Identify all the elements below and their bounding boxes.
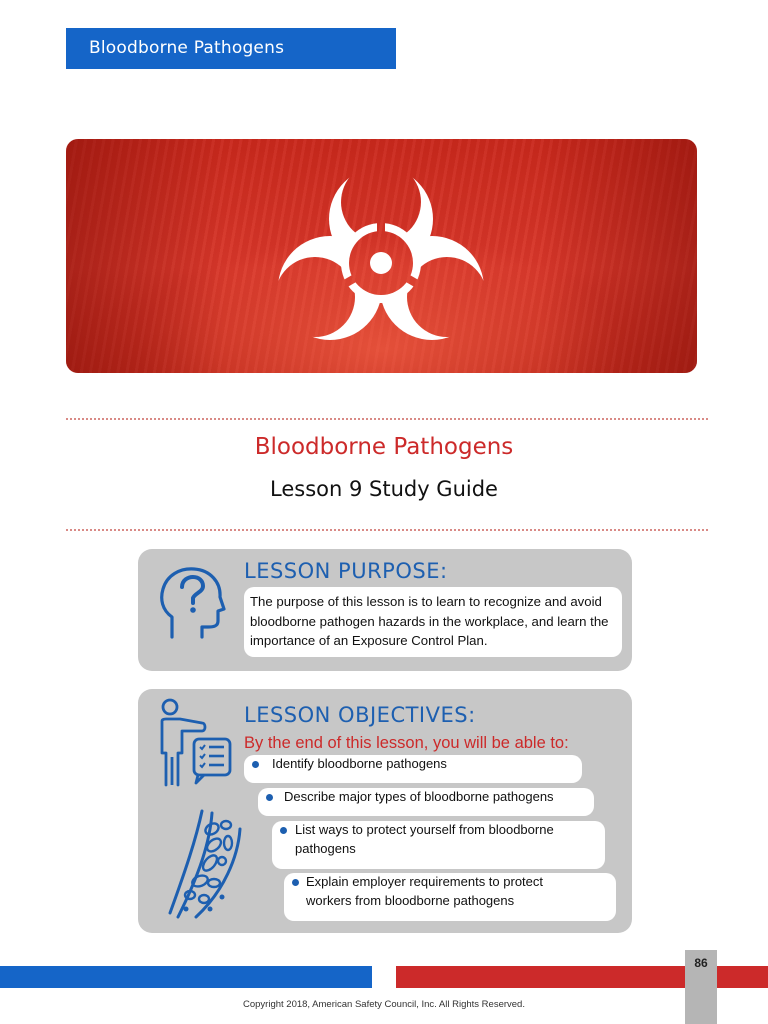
- blood-vessel-icon: [166, 809, 246, 919]
- objective-text: Identify bloodborne pathogens: [272, 756, 447, 771]
- objective-item: [244, 755, 582, 783]
- course-title: Bloodborne Pathogens: [254, 434, 514, 460]
- lesson-objectives-intro: By the end of this lesson, you will be able to:: [244, 734, 569, 752]
- lesson-purpose-heading: LESSON PURPOSE:: [244, 559, 448, 583]
- objective-item: [272, 821, 605, 869]
- objective-text: List ways to protect yourself from bloodborne pathogens: [295, 822, 554, 856]
- lesson-purpose-text: The purpose of this lesson is to learn to recognize and avoid bloodborne pathogen hazards in the workplace, and learn the importance of an Exposure Control Plan.: [244, 587, 622, 657]
- header-tab: Bloodborne Pathogens: [66, 28, 396, 69]
- presenter-checklist-icon: [152, 697, 234, 791]
- lesson-objectives-panel: [138, 689, 632, 933]
- copyright-text: Copyright 2018, American Safety Council, Inc. All Rights Reserved.: [243, 999, 525, 1010]
- lesson-purpose-panel: [138, 549, 632, 671]
- objective-item: [258, 788, 594, 816]
- bullet-dot-icon: [252, 761, 259, 768]
- divider-bottom: [66, 529, 708, 531]
- head-question-icon: [158, 565, 226, 641]
- biohazard-icon: [278, 157, 484, 357]
- bullet-dot-icon: [266, 794, 273, 801]
- lesson-objectives-heading: LESSON OBJECTIVES:: [244, 703, 476, 727]
- page-number: 86: [685, 950, 717, 1024]
- objective-text: Describe major types of bloodborne pathogens: [284, 789, 554, 804]
- lesson-title: Lesson 9 Study Guide: [270, 477, 498, 501]
- footer-bar-blue: [0, 966, 372, 988]
- objective-item: [284, 873, 616, 921]
- banner-image: [66, 139, 697, 373]
- objective-text: Explain employer requirements to protect workers from bloodborne pathogens: [306, 874, 544, 908]
- bullet-dot-icon: [280, 827, 287, 834]
- bullet-dot-icon: [292, 879, 299, 886]
- divider-top: [66, 418, 708, 420]
